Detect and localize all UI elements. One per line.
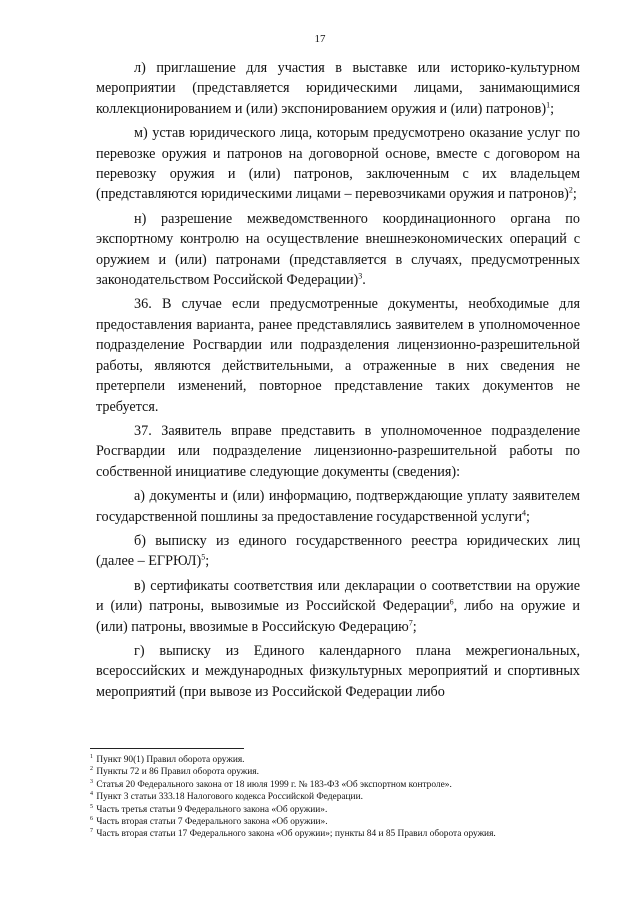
footnote-ref: 7 [408,617,413,627]
footnote-ref: 4 [522,507,527,517]
footnote [90,791,570,803]
footnote-number: 2 [90,766,93,773]
paragraph-text: н) разрешение межведомственного координационного органа по экспортному контролю на осуществление внешнеэкономических операций с оружием и (или) патронами (представляется в случаях, предусмотренных законодательством Российской Федерации) [96,210,580,289]
footnote [90,779,570,791]
paragraph-text: г) выписку из Единого календарного плана межрегиональных, всероссийских и международных физкультурных мероприятий и спортивных мероприятий (при вывозе из Российской Федерации либо [96,642,580,700]
footnote [90,816,570,828]
footnote-text: Статья 20 Федерального закона от 18 июля 1999 г. № 183-ФЗ «Об экспортном контроле». [96,779,452,790]
footnotes [90,754,570,841]
paragraph-37 [96,421,580,482]
footnote-number: 5 [90,803,93,810]
footnote [90,804,570,816]
paragraph-text: 36. В случае если предусмотренные документы, необходимые для предоставления варианта, ранее представлялись заявителем в уполномоченное подразделение Росгвардии или подразделения лицензионно-разрешительной работы, являются действительными, а отраженные в них сведения не претерпели изменений, повторное представление таких документов не требуется. [96,296,580,415]
paragraph-tail: ; [550,100,555,117]
footnote [90,754,570,766]
footnote-number: 1 [90,753,93,760]
paragraph-tail: ; [526,508,530,525]
footnote-number: 6 [90,815,93,822]
footnote-text: Пункты 72 и 86 Правил оборота оружия. [96,767,259,778]
paragraph-36 [96,294,580,416]
footnote-text: Часть вторая статьи 7 Федерального закона «Об оружии». [96,817,328,828]
paragraph-text: а) документы и (или) информацию, подтверждающие уплату заявителем государственной пошлины за предоставление государственной услуги [96,488,580,525]
paragraph-tail: ; [412,618,417,635]
footnote-text: Часть вторая статьи 17 Федерального закона «Об оружии»; пункты 84 и 85 Правил оборота оружия. [96,829,496,840]
paragraph-tail: , либо на оружие и (или) патроны, ввозимые в Российскую Федерацию [96,598,580,635]
footnote-text: Пункт 3 статьи 333.18 Налогового кодекса Российской Федерации. [96,792,363,803]
paragraph-tail: ; [205,553,210,570]
paragraph-tail: ; [572,186,577,203]
footnote-separator [90,748,244,749]
paragraph-g [96,641,580,702]
footnote-ref: 1 [546,100,551,110]
paragraph-n [96,209,580,291]
footnote-ref: 3 [358,271,363,281]
footnote-text: Пункт 90(1) Правил оборота оружия. [96,755,245,765]
paragraph-v [96,576,580,637]
footnote-ref: 5 [201,552,206,562]
paragraph-text: б) выписку из единого государственного реестра юридических лиц (далее – ЕГРЮЛ) [96,532,580,570]
paragraph-b [96,531,580,572]
paragraph-tail: . [362,272,366,289]
footnote [90,828,570,840]
paragraph-text: м) устав юридического лица, которым предусмотрено оказание услуг по перевозке оружия и патронов на договорной основе, вместе с договором на перевозку оружия и (или) патронов, заключенным с их владельцем (представляются юридическими лицами – перевозчиками оружия и патронов) [96,125,580,203]
footnote-ref: 6 [449,597,454,607]
footnote-number: 3 [90,778,93,785]
footnote [90,766,570,778]
footnote-number: 7 [90,828,93,835]
paragraph-text: в) сертификаты соответствия или декларации о соответствии на оружие и (или) патроны, вывозимые из Российской Федерации [96,577,580,615]
footnote-number: 4 [90,791,93,798]
paragraph-text: л) приглашение для участия в выставке или историко-культурном мероприятии (представляется юридическими лицами, занимающимися коллекционированием и (или) экспонированием оружия и (или) патронов) [96,60,580,117]
footnote-ref: 2 [568,185,573,195]
paragraph-a [96,486,580,527]
body-text [96,58,580,706]
paragraph-m [96,123,580,205]
page-number: 17 [314,33,326,45]
paragraph-text: 37. Заявитель вправе представить в уполномоченное подразделение Росгвардии или подразделение лицензионно-разрешительной работы по собственной инициативе следующие документы (сведения): [96,422,580,480]
paragraph-l [96,58,580,119]
footnote-text: Часть третья статьи 9 Федерального закона «Об оружии». [96,804,328,815]
